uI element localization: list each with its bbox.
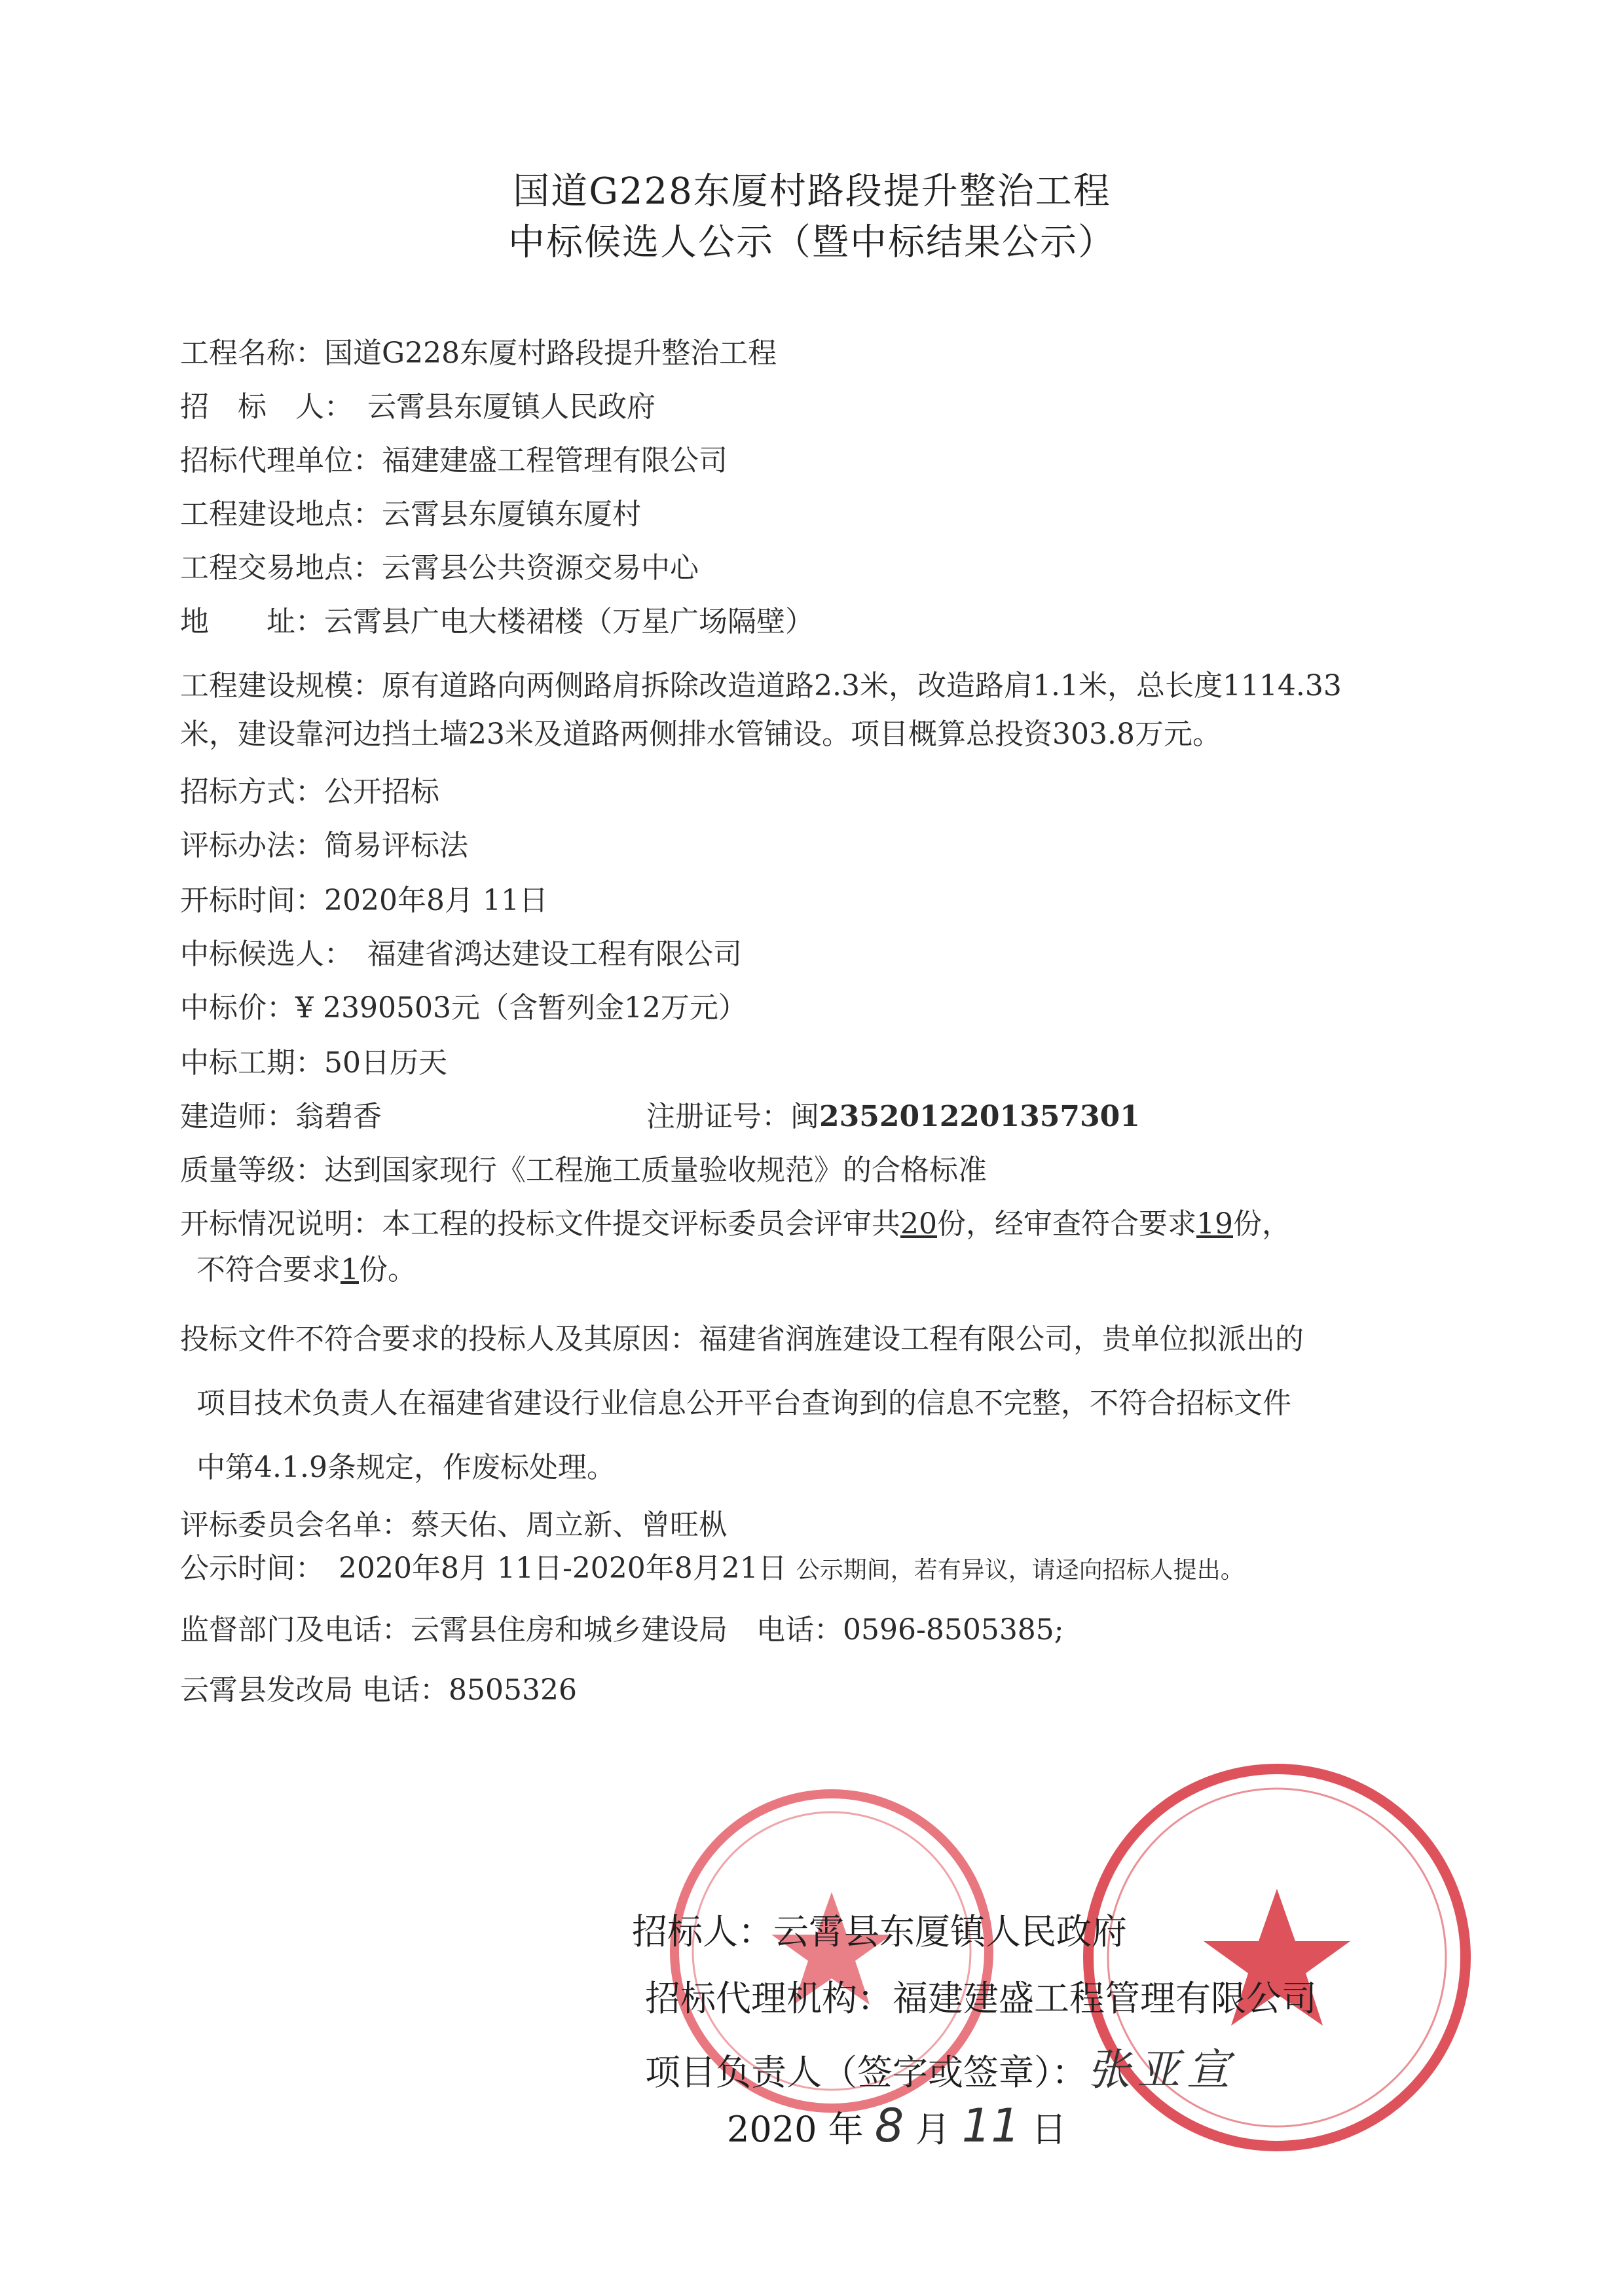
open-time: 开标时间：2020年8月 11日 [180,884,548,917]
opening-row-2 [196,1250,1506,1290]
signature-date [727,2099,1067,2153]
project-name: 工程名称：国道G228东厦村路段提升整治工程 [180,337,777,370]
opening-row-1 [180,1205,1490,1244]
signature-manager: 项目负责人（签字或签章）： [645,2052,1087,2093]
registration-number: 235201220135730​1 [819,1100,1140,1133]
date-month-unit: 月 [915,2109,951,2150]
opening-total: 20 [900,1207,937,1241]
scale-line-1: 工程建设规模：原有道路向两侧路肩拆除改造道路2.3米，改造路肩1.1米，总长度1114.33 [180,669,1342,702]
constructor-row [180,1097,1490,1137]
date-day: 11 [961,2099,1020,2153]
constructor: 建造师：翁碧香 [180,1100,382,1133]
candidate: 中标候选人： 福建省鸿达建设工程有限公司 [180,938,742,971]
address: 地 址：云霄县广电大楼裙楼（万星广场隔壁） [180,605,814,638]
reject-line-2: 项目技术负责人在福建省建设行业信息公开平台查询到的信息不完整，不符合招标文件 [196,1387,1291,1420]
quality: 质量等级：达到国家现行《工程施工质量验收规范》的合格标准 [180,1154,987,1187]
period: 中标工期：50日历天 [180,1046,447,1080]
bid-method: 招标方式：公开招标 [180,775,439,809]
signature-agency: 招标代理机构：福建建盛工程管理有限公司 [645,1978,1317,2019]
tenderer: 招 标 人： 云霄县东厦镇人民政府 [180,390,655,424]
handwritten-signature: 张亚宣 [1087,2045,1236,2095]
signature-tenderer: 招标人：云霄县东厦镇人民政府 [632,1911,1127,1952]
agency: 招标代理单位：福建建盛工程管理有限公司 [180,444,728,477]
notice-row [180,1549,1490,1590]
date-year: 2020 年 [727,2109,864,2150]
dev-bureau: 云霄县发改局 电话：8505326 [180,1673,577,1707]
scale-line-2: 米，建设靠河边挡土墙23米及道路两侧排水管铺设。项目概算总投资303.8万元。 [180,718,1221,751]
notice-note: 公示期间，若有异议，请迳向招标人提出。 [796,1557,1244,1584]
opening-fail: 1 [341,1253,359,1286]
opening-pass: 19 [1196,1207,1233,1241]
trading-site: 工程交易地点：云霄县公共资源交易中心 [180,551,699,585]
opening-text-e: 份。 [359,1253,416,1286]
registration [646,1097,1140,1137]
price: 中标价：¥ 2390503元（含暂列金12万元） [180,991,747,1025]
opening-text-d: 不符合要求 [196,1253,341,1286]
reject-line-1: 投标文件不符合要求的投标人及其原因：福建省润旌建设工程有限公司，贵单位拟派出的 [180,1322,1304,1356]
date-month: 8 [874,2099,904,2153]
title-line-1: 国道G228东厦村路段提升整治工程 [513,170,1111,213]
signature-manager-row [645,2035,1236,2097]
opening-text-b: 份，经审查符合要求 [937,1207,1196,1241]
title-line-2: 中标候选人公示（暨中标结果公示） [508,221,1116,264]
date-day-unit: 日 [1031,2109,1067,2150]
reject-line-3: 中第4.1.9条规定，作废标处理。 [196,1451,616,1484]
construction-site: 工程建设地点：云霄县东厦镇东厦村 [180,498,641,531]
registration-label: 注册证号：闽 [646,1100,819,1133]
opening-text-a: 开标情况说明：本工程的投标文件提交评标委员会评审共 [180,1207,900,1241]
committee: 评标委员会名单：蔡天佑、周立新、曾旺枞 [180,1508,728,1542]
eval-method: 评标办法：简易评标法 [180,829,468,862]
agency-seal [1074,1755,1480,2160]
opening-text-c: 份， [1233,1207,1291,1241]
notice-time: 公示时间： 2020年8月 11日-2020年8月21日 [180,1552,787,1585]
supervisor: 监督部门及电话：云霄县住房和城乡建设局 电话：0596-8505385; [180,1613,1064,1647]
